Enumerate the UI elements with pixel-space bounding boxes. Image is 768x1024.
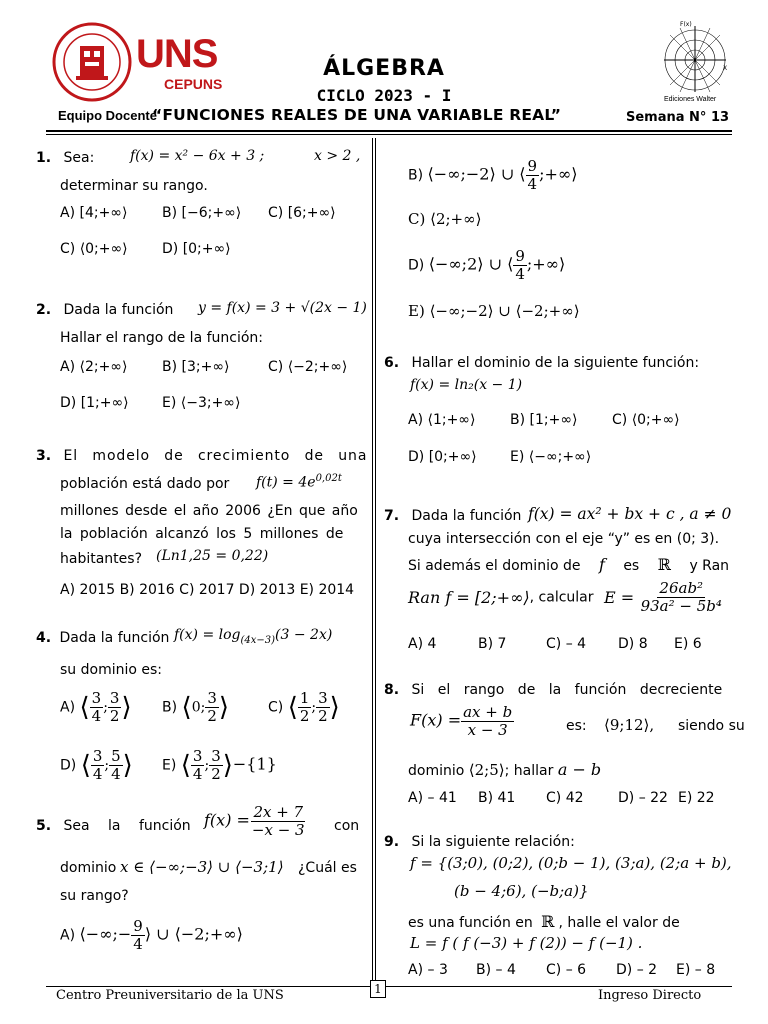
q1-condition: x > 2 , (314, 148, 361, 164)
q4-d-n1: 3 (92, 747, 103, 765)
q7-option-c[interactable]: C) – 4 (546, 636, 587, 652)
q1-lead: Sea: (63, 150, 95, 166)
q4-b-n: 3 (207, 689, 217, 707)
q2-instruction: Hallar el rango de la función: (60, 330, 264, 346)
q5-option-b[interactable] (408, 158, 577, 193)
q5-den: −x − 3 (251, 821, 305, 839)
header-rule (46, 130, 732, 132)
q7-l3f: f (598, 555, 605, 574)
q4-option-b-label: B) (162, 699, 178, 716)
q2-number: 2. (36, 302, 52, 318)
q4-c-n2: 3 (318, 689, 328, 707)
column-divider-2 (375, 138, 376, 984)
q4-e-n1: 3 (192, 747, 203, 765)
q5-option-c[interactable]: C) ⟨2;+∞⟩ (408, 210, 482, 228)
q4-e-suffix: −{1} (232, 754, 277, 774)
q9-option-e[interactable]: E) – 8 (676, 962, 716, 978)
footer-left: Centro Preuniversitario de la UNS (56, 988, 284, 1003)
q4-e-n2: 3 (211, 747, 221, 765)
q4-instruction: su dominio es: (60, 662, 162, 678)
graph-fx-label: F(x) (680, 21, 692, 28)
q7-line-2: cuya intersección con el eje “y” es en (0; 3). (408, 531, 720, 547)
q1-instruction: determinar su rango. (60, 178, 208, 194)
q2-option-d[interactable]: D) [1;+∞⟩ (60, 395, 129, 411)
q9-option-b[interactable]: B) – 4 (476, 962, 516, 978)
q7-option-b[interactable]: B) 7 (478, 636, 507, 652)
q9-option-d[interactable]: D) – 2 (616, 962, 658, 978)
q6-stem (384, 355, 699, 371)
q7-line-4 (408, 580, 724, 615)
q9-R: ℝ (541, 912, 555, 931)
q5-a-tail: ⟩ ∪ ⟨−2;+∞⟩ (144, 924, 243, 944)
q6-option-d[interactable]: D) [0;+∞⟩ (408, 449, 477, 465)
q6-option-a[interactable]: A) ⟨1;+∞⟩ (408, 412, 476, 428)
q4-option-d-label: D) (60, 757, 77, 774)
q2-option-e[interactable]: E) ⟨−3;+∞⟩ (162, 395, 241, 411)
q7-En: 26ab² (659, 579, 704, 597)
q7-option-d[interactable]: D) 8 (618, 636, 648, 652)
q4-c-d1: 2 (299, 707, 310, 725)
footer-right: Ingreso Directo (598, 988, 702, 1003)
q5-con: con (334, 818, 360, 834)
q5-b-tail: ;+∞⟩ (539, 164, 578, 184)
q7-option-e[interactable]: E) 6 (674, 636, 702, 652)
q5-d-val: ⟨−∞;2⟩ ∪ ⟨ (428, 254, 514, 274)
q2-stem (36, 302, 173, 318)
q8-option-c[interactable]: C) 42 (546, 790, 584, 806)
column-divider (372, 138, 373, 984)
q5-function (204, 804, 307, 839)
q7-number: 7. (384, 508, 400, 524)
q5-func: f(x) = (204, 810, 250, 830)
q5-option-e[interactable]: E) ⟨−∞;−2⟩ ∪ ⟨−2;+∞⟩ (408, 302, 580, 320)
q5-option-b-label: B) (408, 167, 424, 184)
q3-options[interactable]: A) 2015 B) 2016 C) 2017 D) 2013 E) 2014 (60, 582, 355, 598)
q8-l3b: ; hallar (504, 763, 554, 779)
q9-option-c[interactable]: C) – 6 (546, 962, 587, 978)
q9-number: 9. (384, 834, 400, 850)
q4-number: 4. (36, 630, 52, 646)
q5-option-a-label: A) (60, 927, 76, 944)
q4-option-e[interactable]: E) ⟨ $\frac{3}{4}$ ; $\frac{3}{2}$ ⟩−{1} (162, 747, 277, 783)
q2-function: y = f(x) = 3 + √(2x − 1) (198, 300, 367, 316)
q1-option-b[interactable]: B) [−6;+∞⟩ (162, 205, 242, 221)
publisher-label: Ediciones Walter (664, 96, 717, 103)
q3-text-2: población está dado por (60, 476, 230, 492)
q9-l3a: es una función en (408, 915, 533, 931)
q7-line-3 (408, 555, 729, 574)
q5-lead: Sea la función (63, 818, 191, 834)
q8-option-d[interactable]: D) – 22 (618, 790, 668, 806)
q8-range: ⟨9;12⟩, (604, 716, 655, 734)
q5-d-tail: ;+∞⟩ (526, 254, 566, 274)
q7-l3R: ℝ (657, 555, 671, 574)
q8-siendo: siendo su (678, 718, 745, 734)
q4-c-n1: 1 (299, 689, 310, 707)
q4-d-d2: 4 (111, 765, 121, 783)
q7-l3a: Si además el dominio de (408, 558, 581, 574)
graph-x-label: X (723, 65, 728, 72)
q5-d-n: 9 (515, 247, 525, 265)
q7-lead: Dada la función (411, 508, 522, 524)
cycle-label: CICLO 2023 - I (316, 86, 452, 105)
q4-c-d2: 2 (318, 707, 328, 725)
topic-subtitle: “FUNCIONES REALES DE UNA VARIABLE REAL” (152, 106, 562, 124)
q1-stem (36, 150, 94, 166)
q4-a-d2: 2 (109, 707, 120, 725)
q4-d-n2: 5 (111, 747, 121, 765)
q9-line-3 (408, 912, 680, 931)
q8-F: F(x) = (410, 710, 462, 730)
q7-l3c: y Ran (689, 558, 730, 574)
q5-a-val: ⟨−∞;− (79, 924, 132, 944)
q3-func: f(t) = 4e (256, 474, 316, 491)
q6-function: f(x) = ln₂(x − 1) (410, 377, 523, 393)
q2-option-a[interactable]: A) ⟨2;+∞⟩ (60, 359, 128, 375)
q8-es: es: (566, 718, 587, 734)
uns-wordmark: UNS (136, 32, 218, 76)
q4-b-zero: 0 (191, 699, 201, 716)
q4-stem (36, 630, 169, 646)
q7-Ed: 93a² − 5b⁴ (640, 597, 722, 615)
q5-question: su rango? (60, 888, 129, 904)
q4-option-c[interactable]: C) ⟨ $\frac{1}{2}$ ; $\frac{3}{2}$ ⟩ (268, 689, 340, 725)
header-rule-thin (46, 134, 732, 135)
q4-arg: (3 − 2x) (275, 627, 333, 643)
q2-option-c[interactable]: C) ⟨−2;+∞⟩ (268, 359, 348, 375)
q4-base: (4x−3) (240, 634, 276, 646)
q5-num: 2x + 7 (253, 803, 304, 821)
q8-num: ax + b (463, 703, 513, 721)
q3-hint: (Ln1,25 = 0,22) (156, 548, 269, 564)
q4-a-n2: 3 (109, 689, 120, 707)
q4-option-a-label: A) (60, 699, 76, 716)
q3-function (256, 473, 342, 491)
q4-e-d1: 4 (192, 765, 203, 783)
q3-text-1: El modelo de crecimiento de una (63, 448, 368, 464)
cepuns-wordmark: CEPUNS (164, 76, 223, 92)
q5-stem (36, 818, 191, 834)
q7-stem (384, 508, 521, 524)
q1-option-a[interactable]: A) [4;+∞⟩ (60, 205, 128, 221)
q4-option-e-label: E) (162, 757, 177, 774)
q4-b-d: 2 (207, 707, 217, 725)
q3-number: 3. (36, 448, 52, 464)
week-label: Semana N° 13 (626, 110, 730, 125)
q4-option-b[interactable]: B) ⟨0; $\frac{3}{2}$ ⟩ (162, 689, 230, 725)
q9-relation-2: (b − 4;6), (−b;a)} (454, 882, 589, 900)
footer-rule (46, 986, 732, 987)
q5-d-d: 4 (515, 265, 525, 283)
q9-expression: L = f ( f (−3) + f (2)) − f (−1) . (410, 934, 643, 952)
q5-b-d: 4 (527, 175, 538, 193)
q3-text-5: habitantes? (60, 551, 142, 567)
q6-option-e[interactable]: E) ⟨−∞;+∞⟩ (510, 449, 592, 465)
q9-option-a[interactable]: A) – 3 (408, 962, 448, 978)
q1-option-d[interactable]: D) [0;+∞⟩ (162, 241, 231, 257)
q8-option-e[interactable]: E) 22 (678, 790, 715, 806)
q1-number: 1. (36, 150, 52, 166)
q3-text-3: millones desde el año 2006 ¿En que año (60, 503, 358, 519)
q6-option-c[interactable]: C) ⟨0;+∞⟩ (612, 412, 680, 428)
q8-number: 8. (384, 682, 400, 698)
q3-line-1 (36, 448, 367, 464)
q1-option-c2[interactable]: C) ⟨0;+∞⟩ (60, 241, 128, 257)
q7-function: f(x) = ax² + bx + c , a ≠ 0 (528, 505, 732, 523)
q5-number: 5. (36, 818, 52, 834)
q8-expr: a − b (557, 760, 602, 779)
q4-a-d1: 4 (91, 707, 102, 725)
q7-l3b: es (623, 558, 640, 574)
q4-d-d1: 4 (92, 765, 103, 783)
q1-option-c[interactable]: C) [6;+∞⟩ (268, 205, 336, 221)
page-number: 1 (370, 980, 386, 998)
q7-E: E = (603, 588, 635, 607)
q1-function: f(x) = x² − 6x + 3 ; (130, 148, 265, 164)
graph-icon (660, 20, 730, 96)
q4-lead: Dada la función (59, 630, 170, 646)
q5-a-n: 9 (133, 917, 143, 935)
q7-option-a[interactable]: A) 4 (408, 636, 437, 652)
q9-lead: Si la siguiente relación: (411, 834, 575, 850)
q7-calc: , calcular (529, 589, 594, 606)
q5-a-d: 4 (133, 935, 143, 953)
q8-stem (384, 682, 722, 698)
q4-a-n1: 3 (91, 689, 102, 707)
q6-option-b[interactable]: B) [1;+∞⟩ (510, 412, 578, 428)
q6-number: 6. (384, 355, 400, 371)
q8-dom: ⟨2;5⟩ (468, 761, 505, 779)
q3-exponent: 0,02t (315, 473, 342, 484)
q8-option-a[interactable]: A) – 41 (408, 790, 457, 806)
q8-function (410, 704, 514, 739)
q2-option-b[interactable]: B) [3;+∞⟩ (162, 359, 230, 375)
q8-l3a: dominio (408, 763, 465, 779)
q9-l3b: , halle el valor de (558, 915, 680, 931)
q4-function (174, 627, 332, 646)
q4-option-c-label: C) (268, 699, 284, 716)
q4-option-a[interactable]: A) ⟨ $\frac{3}{4}$ ; $\frac{3}{2}$ ⟩ (60, 689, 132, 725)
q3-text-4: la población alcanzó los 5 millones de (60, 526, 344, 542)
team-label: Equipo Docente (58, 108, 157, 123)
q6-lead: Hallar el dominio de la siguiente función: (411, 355, 700, 371)
q5-dominio-label: dominio (60, 860, 117, 876)
q8-option-b[interactable]: B) 41 (478, 790, 516, 806)
q2-lead: Dada la función (63, 302, 174, 318)
q5-option-d[interactable] (408, 248, 565, 283)
q5-option-d-label: D) (408, 257, 425, 274)
q5-domain: x ∈ ⟨−∞;−3⟩ ∪ ⟨−3;1⟩ (120, 858, 284, 876)
q4-e-d2: 2 (211, 765, 221, 783)
page-title: ÁLGEBRA (323, 56, 445, 81)
q8-line-3 (408, 760, 601, 779)
q5-b-val: ⟨−∞;−2⟩ ∪ ⟨ (427, 164, 526, 184)
q5-option-a[interactable] (60, 918, 243, 953)
q4-func: f(x) = log (174, 627, 241, 643)
q5-b-n: 9 (527, 157, 538, 175)
q4-option-d[interactable]: D) ⟨ $\frac{3}{4}$ ; $\frac{5}{4}$ ⟩ (60, 747, 133, 783)
q9-relation-1: f = {(3;0), (0;2), (0;b − 1), (3;a), (2;a + b), (410, 854, 732, 872)
q8-lead: Si el rango de la función decreciente (411, 682, 723, 698)
q9-stem (384, 834, 575, 850)
q5-cual: ¿Cuál es (298, 860, 357, 876)
q8-den: x − 3 (467, 721, 508, 739)
q7-ran: Ran f = [2;+∞⟩ (408, 588, 530, 607)
